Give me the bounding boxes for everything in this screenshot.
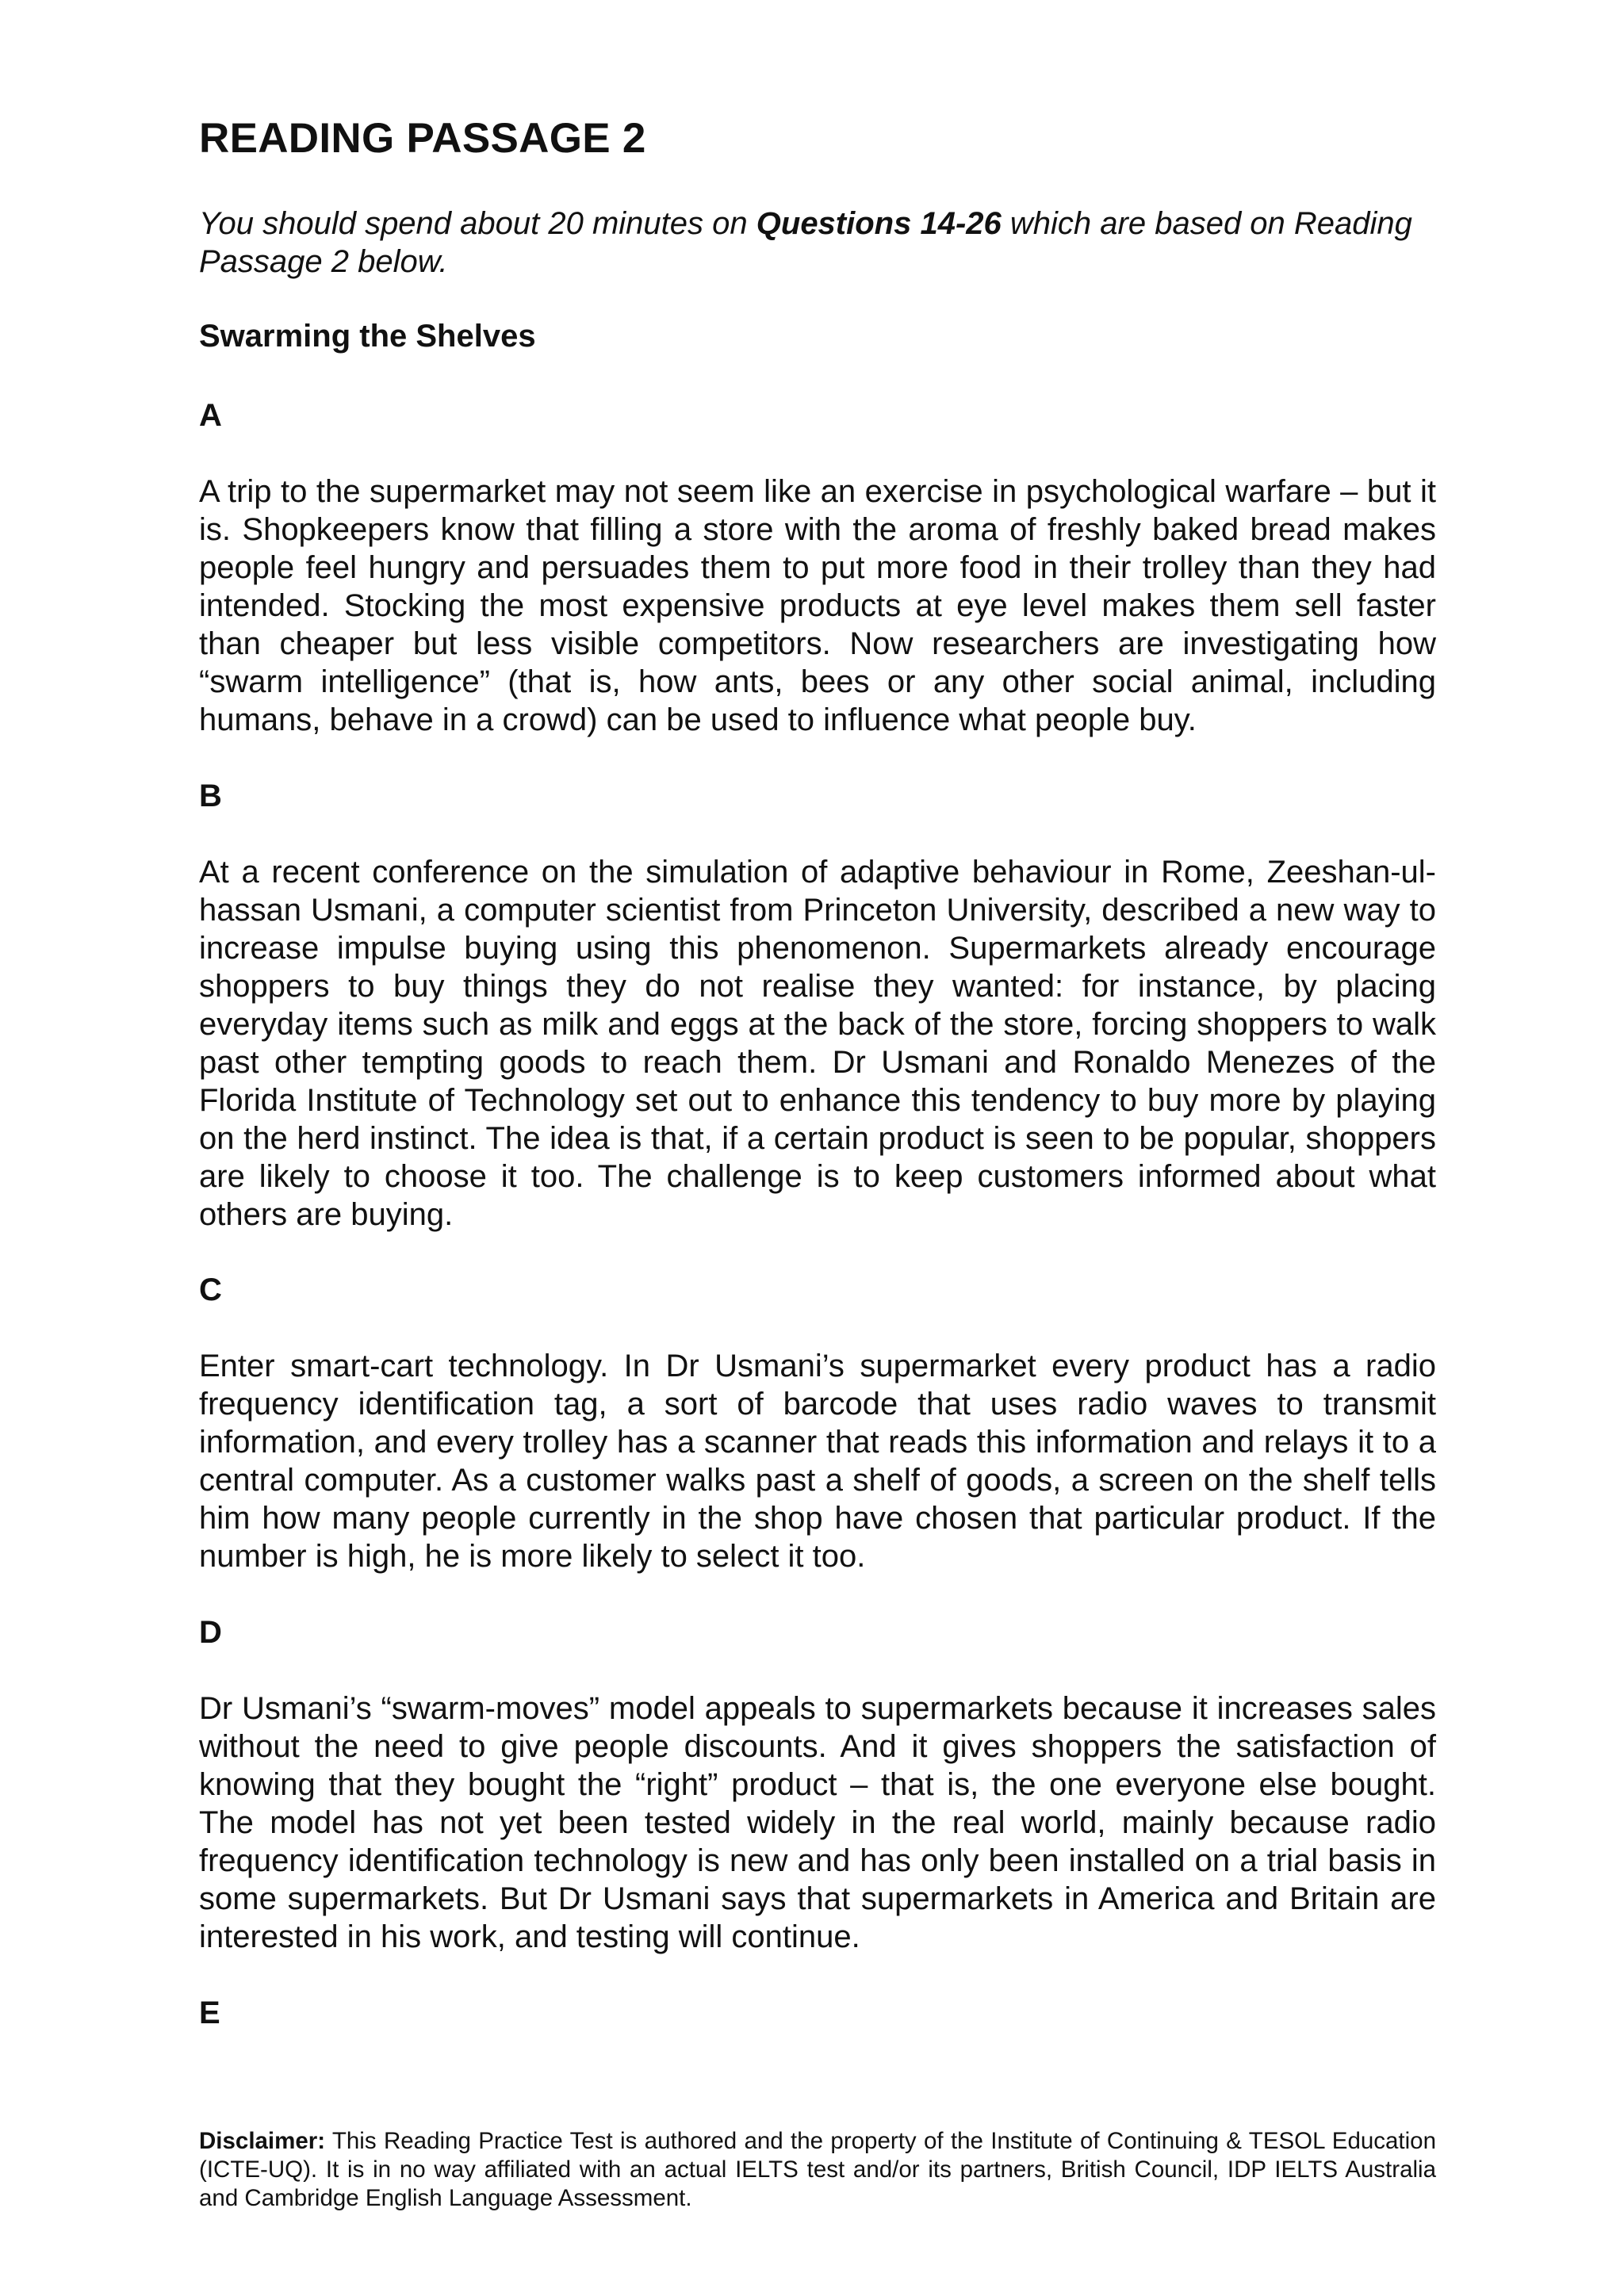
disclaimer (199, 2127, 1436, 2213)
section-letter-e: E (199, 1996, 220, 2030)
section-paragraph-c: Enter smart-cart technology. In Dr Usmani’s supermarket every product has a radio frequency identification tag, a sort of barcode that uses radio waves to transmit information, and every trolley has a scanner that reads this information and relays it to a central computer. As a customer walks past a shelf of goods, a screen on the shelf tells him how many people currently in the shop have chosen that particular product. If the number is high, he is more likely to select it too. (199, 1349, 1436, 1574)
section-paragraph-b: At a recent conference on the simulation of adaptive behaviour in Rome, Zeeshan-ul-hassan Usmani, a computer scientist from Princeton University, described a new way to increase impulse buying using this phenomenon. Supermarkets already encourage shoppers to buy things they do not realise they wanted: for instance, by placing everyday items such as milk and eggs at the back of the store, forcing shoppers to walk past other tempting goods to reach them. Dr Usmani and Ronaldo Menezes of the Florida Institute of Technology set out to enhance this tendency to buy more by playing on the herd instinct. The idea is that, if a certain product is seen to be popular, shoppers are likely to choose it too. The challenge is to keep customers informed about what others are buying. (199, 855, 1436, 1232)
section-letter-b: B (199, 779, 222, 813)
section-letter-d: D (199, 1615, 222, 1650)
instructions-questions: Questions 14-26 (756, 206, 1002, 241)
section-letter-a: A (199, 398, 222, 433)
disclaimer-label: Disclaimer: (199, 2128, 326, 2154)
instructions-prefix: You should spend about 20 minutes on (199, 206, 756, 241)
section-letter-c: C (199, 1272, 222, 1307)
section-paragraph-d: Dr Usmani’s “swarm-moves” model appeals to supermarkets because it increases sales without the need to give people discounts. And it gives shoppers the satisfaction of knowing that they bought the “right” product – that is, the one everyone else bought. The model has not yet been tested widely in the real world, mainly because radio frequency identification technology is new and has only been installed on a trial basis in some supermarkets. But Dr Usmani says that supermarkets in America and Britain are interested in his work, and testing will continue. (199, 1691, 1436, 1954)
passage-heading: READING PASSAGE 2 (199, 115, 646, 162)
section-paragraph-a: A trip to the supermarket may not seem like an exercise in psychological warfare – but it is. Shopkeepers know that filling a store with the aroma of freshly baked bread makes people feel hungry and persuades them to put more food in their trolley than they had intended. Stocking the most expensive products at eye level makes them sell faster than cheaper but less visible competitors. Now researchers are investigating how “swarm intelligence” (that is, how ants, bees or any other social animal, including humans, behave in a crowd) can be used to influence what people buy. (199, 474, 1436, 737)
disclaimer-text: This Reading Practice Test is authored and the property of the Institute of Continuing & TESOL Education (ICTE-UQ). It is in no way affiliated with an actual IELTS test and/or its partners, British Council, IDP IELTS Australia and Cambridge English Language Assessment. (199, 2128, 1436, 2211)
article-title: Swarming the Shelves (199, 319, 536, 354)
instructions-suffix: which are based on Reading Passage 2 below. (199, 206, 1412, 279)
instructions (199, 205, 1436, 281)
